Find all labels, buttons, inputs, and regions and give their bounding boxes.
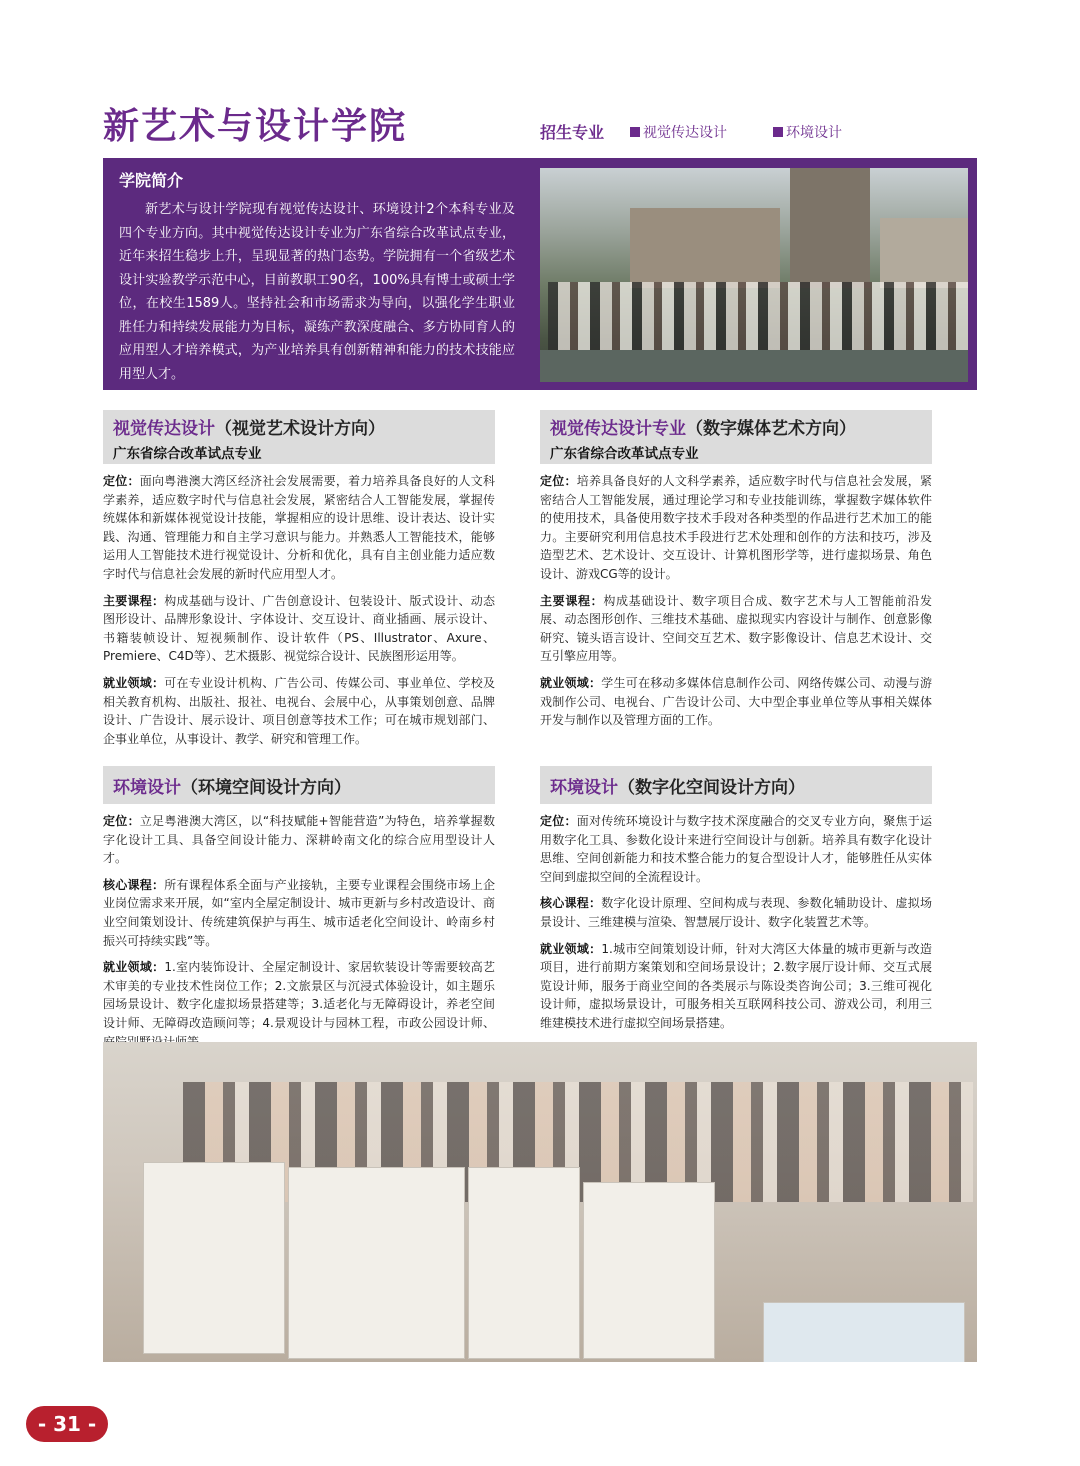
para-label: 核心课程：: [103, 877, 165, 892]
employment-paragraph: [103, 674, 495, 748]
section-title-rest: （视觉艺术设计方向）: [215, 419, 385, 439]
page-number-badge: - 31 -: [26, 1406, 108, 1442]
section-header: [540, 410, 932, 464]
para-text: 1.城市空间策划设计师，针对大湾区大体量的城市更新与改造项目，进行前期方案策划和空间场景设计；2.数字展厅设计师、交互式展览设计师，服务于商业空间的各类展示与陈设类咨询公司；3.三维可视化设计师，虚拟场景设计，可服务相关互联网科技公司、游戏公司，利用三维建模技术进行虚拟空间场景搭建。: [540, 941, 932, 1030]
para-text: 构成基础设计、数字项目合成、数字艺术与人工智能前沿发展、动态图形创作、三维技术基础、虚拟现实内容设计与制作、创意影像研究、镜头语言设计、空间交互艺术、数字影像设计、信息艺术设计、交互引擎应用等。: [540, 593, 932, 664]
enroll-label: 招生专业: [540, 123, 605, 142]
positioning-paragraph: [103, 812, 495, 868]
section-title-rest: （环境空间设计方向）: [181, 778, 351, 798]
courses-paragraph: [540, 592, 932, 666]
employment-paragraph: [540, 940, 932, 1033]
section-title-rest: （数字化空间设计方向）: [618, 778, 805, 798]
para-text: 数字化设计原理、空间构成与表现、参数化辅助设计、虚拟场景设计、三维建模与渲染、智慧展厅设计、数字化装置艺术等。: [540, 896, 932, 929]
major-label: 环境设计: [786, 124, 843, 141]
section-digital-space: [540, 766, 932, 1041]
para-label: 定位：: [103, 814, 140, 828]
section-environment-space: [103, 766, 495, 1059]
group-photo-old-building: [540, 168, 968, 382]
enrollment-majors: [540, 120, 888, 143]
para-text: 面对传统环境设计与数字技术深度融合的交叉专业方向，聚焦于运用数字化工具、参数化设计来进行空间设计与创新。培养具有数字化设计思维、空间创新能力和技术整合能力的复合型设计人才，能够胜任从实体空间到虚拟空间的全流程设计。: [540, 814, 932, 884]
courses-paragraph: [103, 876, 495, 950]
section-body: [103, 472, 495, 748]
major-label: 视觉传达设计: [643, 124, 728, 141]
para-label: 定位：: [103, 474, 140, 488]
section-digital-media-art: [540, 410, 932, 738]
para-label: 定位：: [540, 474, 577, 488]
courses-paragraph: [103, 592, 495, 666]
para-text: 可在专业设计机构、广告公司、传媒公司、事业单位、学校及相关教育机构、出版社、报社、电视台、会展中心，从事策划创意、品牌设计、广告设计、展示设计、项目创意等技术工作；可在城市规划部门、企事业单位，从事设计、教学、研究和管理工作。: [103, 675, 495, 746]
para-text: 所有课程体系全面与产业接轨，主要专业课程会围绕市场上企业岗位需求来开展，如“室内全屋定制设计、城市更新与乡村改造设计、商业空间策划设计、传统建筑保护与再生、城市适老化空间设计、岭南乡村振兴可持续实践”等。: [103, 877, 495, 948]
employment-paragraph: [103, 958, 495, 1051]
courses-paragraph: [540, 894, 932, 931]
students-exhibition-photo: [103, 1042, 977, 1362]
section-title-main: 环境设计: [113, 778, 181, 798]
section-header: [540, 766, 932, 804]
section-title-main: 视觉传达设计: [113, 419, 215, 439]
section-subtitle: 广东省综合改革试点专业: [113, 446, 262, 462]
para-text: 构成基础与设计、广告创意设计、包装设计、版式设计、动态图形设计、品牌形象设计、字体设计、交互设计、商业插画、展示设计、书籍装帧设计、短视频制作、设计软件（PS、Illustrator、Axure、Premiere、C4D等）、艺术摄影、视觉综合设计、民族图形运用等。: [103, 593, 495, 664]
para-text: 学生可在移动多媒体信息制作公司、网络传媒公司、动漫与游戏制作公司、电视台、广告设计公司、大中型企事业单位等从事相关媒体开发与制作以及管理方面的工作。: [540, 675, 932, 728]
section-body: [103, 812, 495, 1051]
para-text: 培养具备良好的人文科学素养，适应数字时代与信息社会发展，紧密结合人工智能发展，通过理论学习和专业技能训练，掌握数字媒体软件的使用技术，具备使用数字技术手段对各种类型的作品进行艺术加工的能力。主要研究利用信息技术手段进行艺术处理和创作的方法和技巧，涉及造型艺术、艺术设计、交互设计、计算机图形学等，进行虚拟场景、角色设计、游戏CG等的设计。: [540, 474, 932, 581]
section-body: [540, 812, 932, 1033]
section-header: [103, 766, 495, 804]
section-title-main: 视觉传达设计专业: [550, 419, 686, 439]
employment-paragraph: [540, 674, 932, 730]
para-label: 就业领域：: [103, 675, 165, 690]
section-title-main: 环境设计: [550, 778, 618, 798]
para-text: 立足粤港澳大湾区，以“科技赋能+智能营造”为特色，培养掌握数字化设计工具、具备空间设计能力、深耕岭南文化的综合应用型设计人才。: [103, 814, 495, 866]
para-text: 1.室内装饰设计、全屋定制设计、家居软装设计等需要较高艺术审美的专业技术性岗位工作；2.文旅景区与沉浸式体验设计，如主题乐园场景设计、数字化虚拟场景搭建等；3.适老化与无障碍设计，养老空间设计师、无障碍改造顾问等；4.景观设计与园林工程，市政公园设计师、: [103, 960, 495, 1030]
positioning-paragraph: [540, 812, 932, 886]
intro-text: 新艺术与设计学院现有视觉传达设计、环境设计2个本科专业及四个专业方向。其中视觉传达设计专业为广东省综合改革试点专业，近年来招生稳步上升，呈现显著的热门态势。学院拥有一个省级艺术设计实验教学示范中心，目前教职工90名，100%具有博士或硕士学位，在校生1589人。坚持社会和市场需求为导向，以强化学生职业胜任力和持续发展能力为目标，凝练产教深度融合、多方协同育人的应用型人才培养模式，为产业培养具有创新精神和能力的技术技能应用型人才。: [119, 202, 515, 382]
section-title-rest: （数字媒体艺术方向）: [686, 419, 856, 439]
section-visual-communication-art: [103, 410, 495, 756]
section-header: [103, 410, 495, 464]
section-subtitle: 广东省综合改革试点专业: [550, 446, 699, 462]
section-body: [540, 472, 932, 730]
para-label: 主要课程：: [540, 593, 604, 608]
intro-heading: 学院简介: [119, 171, 184, 190]
page-title: 新艺术与设计学院: [103, 106, 408, 147]
para-label: 主要课程：: [103, 593, 165, 608]
major-item: [630, 122, 727, 142]
positioning-paragraph: [540, 472, 932, 584]
para-label: 定位：: [540, 814, 577, 828]
square-bullet-icon: [630, 127, 640, 137]
major-item: [773, 122, 842, 142]
para-text: 面向粤港澳大湾区经济社会发展需要，着力培养具备良好的人文科学素养，适应数字时代与信息社会发展，紧密结合人工智能发展，掌握传统媒体和新媒体视觉设计技能，掌握相应的设计思维、设计表达、设计实践、沟通、管理能力和自主学习意识与能力。并熟悉人工智能技术，能够运用人工智能技术进行视觉设计、分析和优化，具有自主创业能力适应数字时代与信息社会发展的新时代应用型人才。: [103, 474, 495, 581]
college-intro: [103, 158, 977, 390]
para-label: 就业领域：: [103, 960, 165, 975]
para-label: 就业领域：: [540, 941, 602, 956]
positioning-paragraph: [103, 472, 495, 584]
para-label: 核心课程：: [540, 896, 602, 911]
para-label: 就业领域：: [540, 675, 602, 690]
square-bullet-icon: [773, 127, 783, 137]
